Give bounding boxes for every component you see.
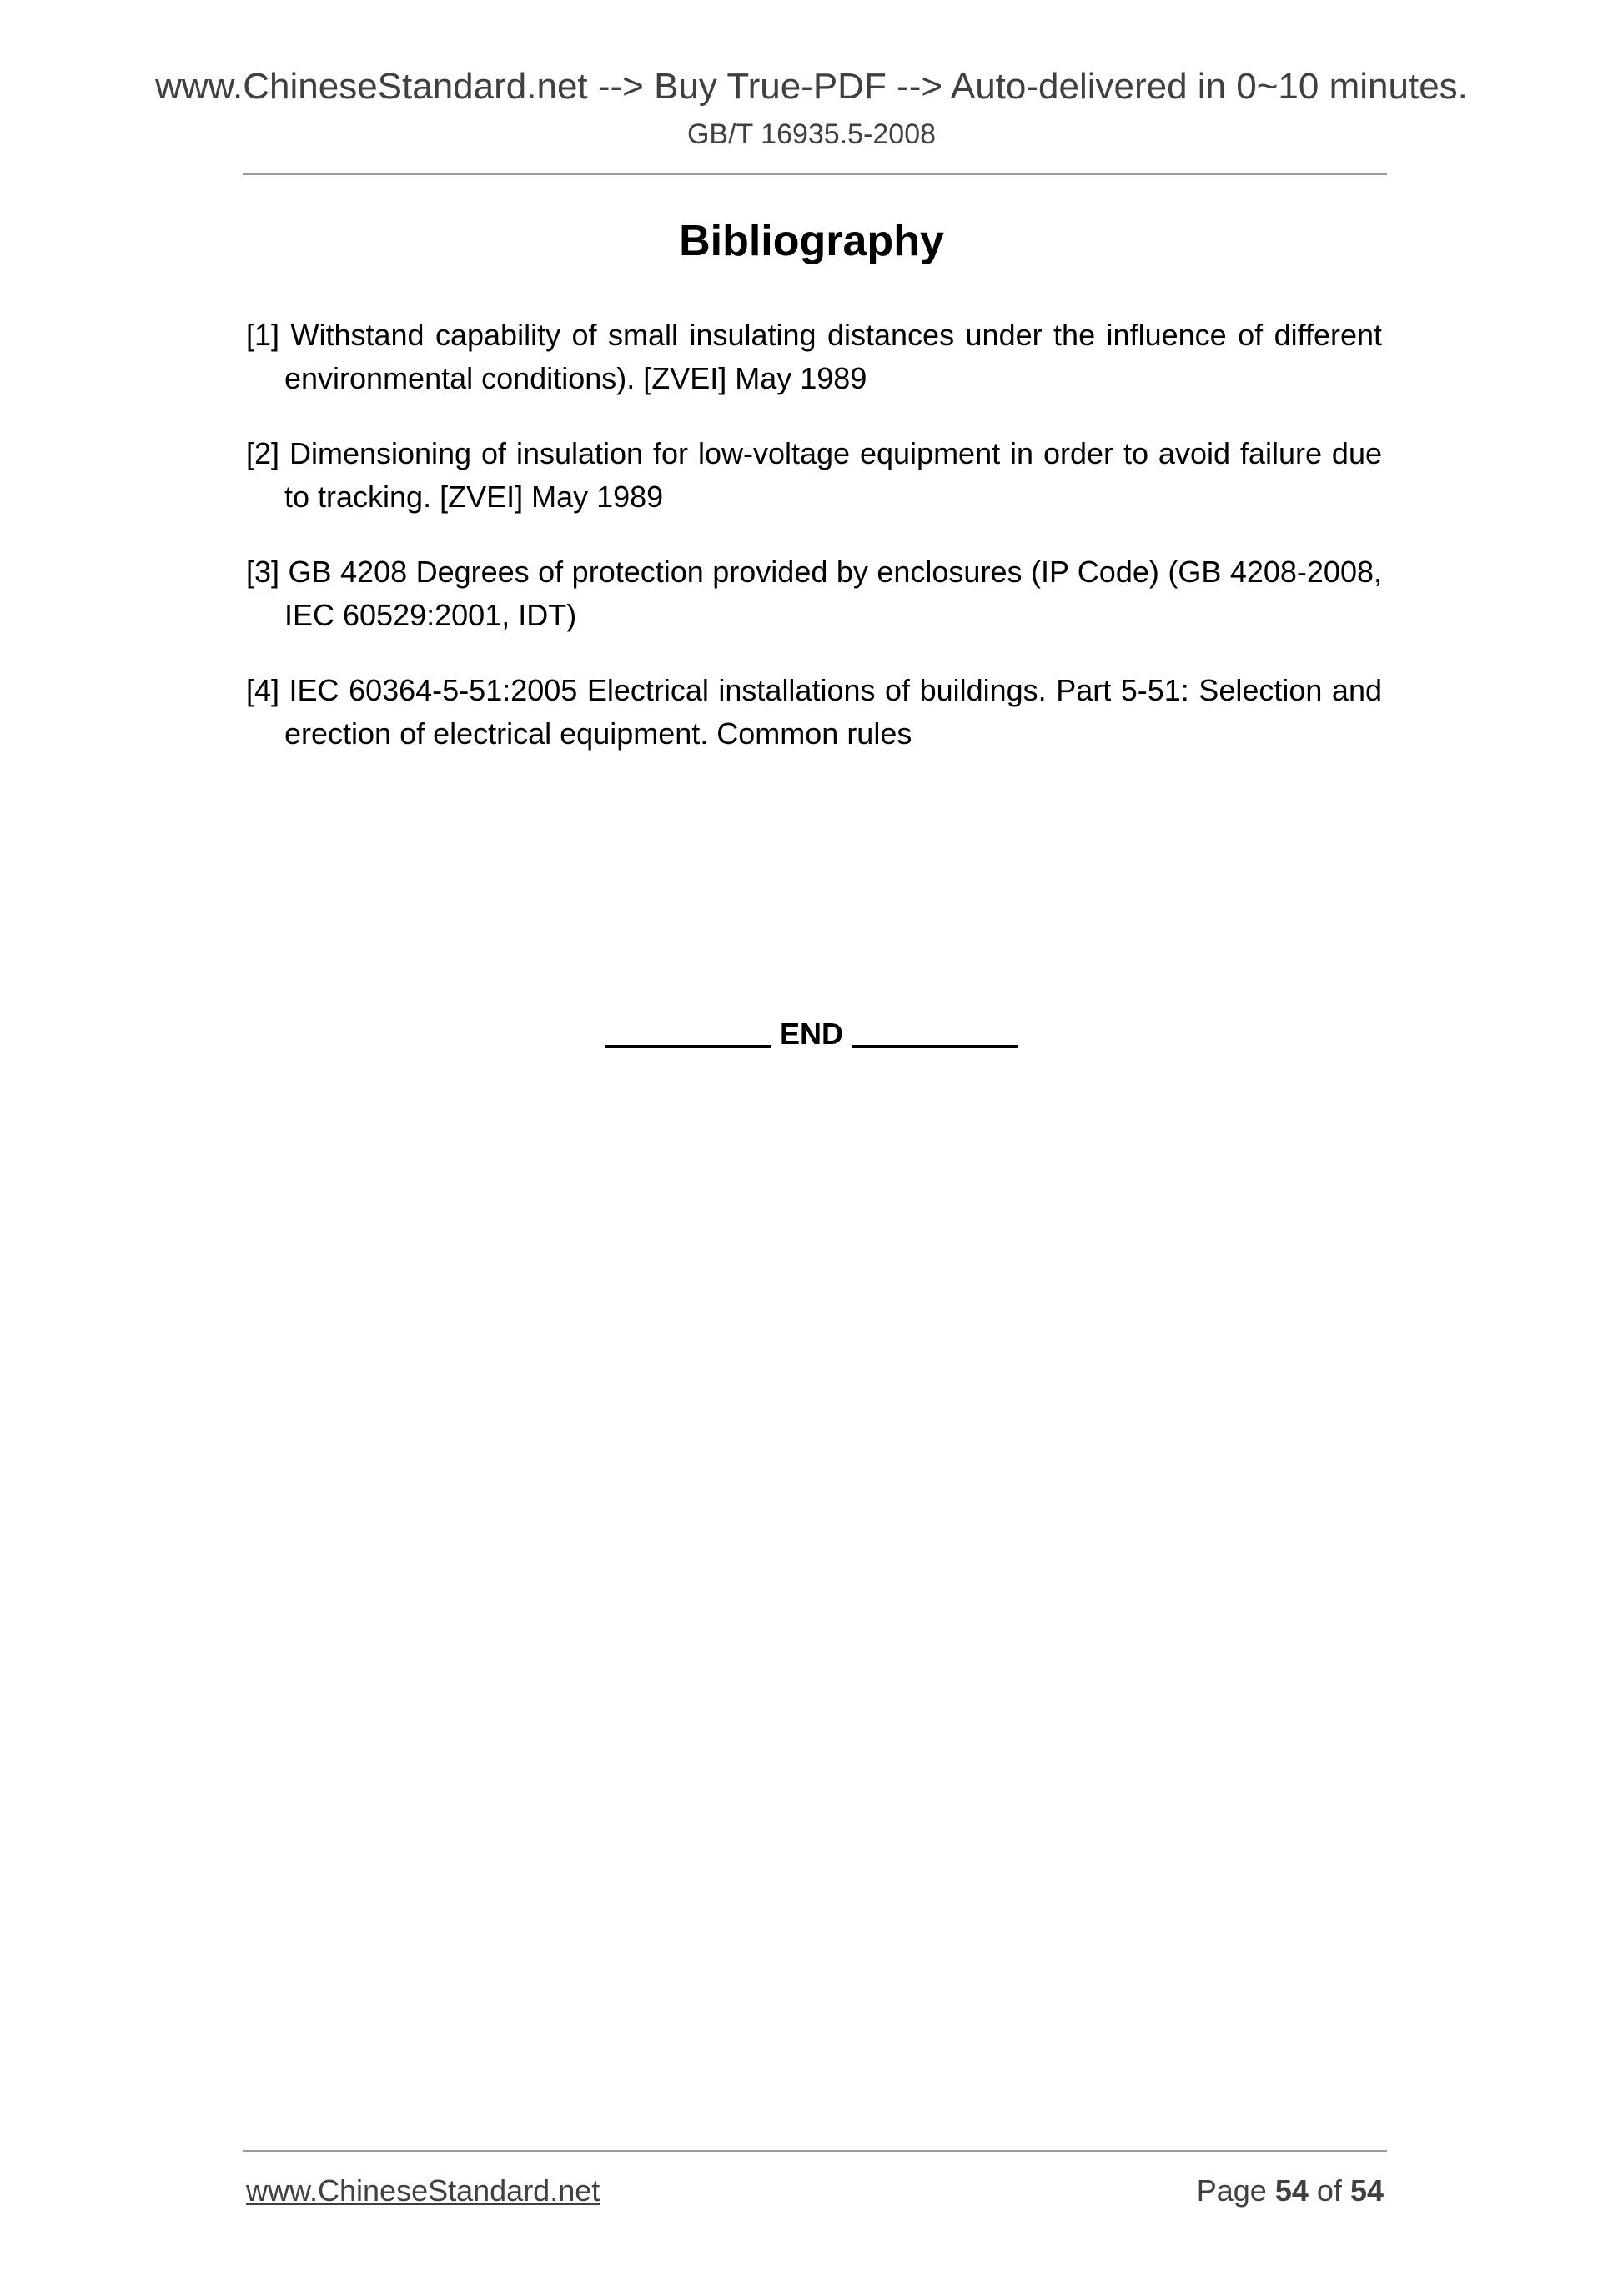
reference-item: [4] IEC 60364-5-51:2005 Electrical installations of buildings. Part 5-51: Selection and erection of electrical equipment. Common rules <box>246 673 1382 751</box>
page-word: Page <box>1196 2173 1267 2208</box>
reference-list <box>246 314 1382 787</box>
document-code: GB/T 16935.5-2008 <box>686 118 937 150</box>
end-right-rule <box>852 1045 1018 1048</box>
page-number <box>1197 2173 1384 2209</box>
reference-item: [3] GB 4208 Degrees of protection provided by enclosures (IP Code) (GB 4208-2008, IEC 60529:2001, IDT) <box>246 555 1382 632</box>
page-of: of <box>1316 2173 1342 2208</box>
page-current: 54 <box>1274 2173 1309 2208</box>
page-title: Bibliography <box>679 217 944 265</box>
footer-site-link[interactable]: www.ChineseStandard.net <box>246 2173 600 2208</box>
end-label: END <box>779 1017 843 1051</box>
reference-item: [2] Dimensioning of insulation for low-voltage equipment in order to avoid failure due to tracking. [ZVEI] May 1989 <box>246 436 1382 514</box>
header-banner: www.ChineseStandard.net --> Buy True-PDF --> Auto-delivered in 0~10 minutes. <box>155 66 1468 107</box>
end-left-rule <box>605 1045 771 1048</box>
end-marker <box>0 1016 1623 1053</box>
header-divider <box>243 173 1387 175</box>
reference-item: [1] Withstand capability of small insulating distances under the influence of different environmental conditions). [ZVEI] May 1989 <box>246 318 1382 395</box>
footer-divider <box>243 2150 1387 2152</box>
page-total: 54 <box>1349 2173 1384 2208</box>
